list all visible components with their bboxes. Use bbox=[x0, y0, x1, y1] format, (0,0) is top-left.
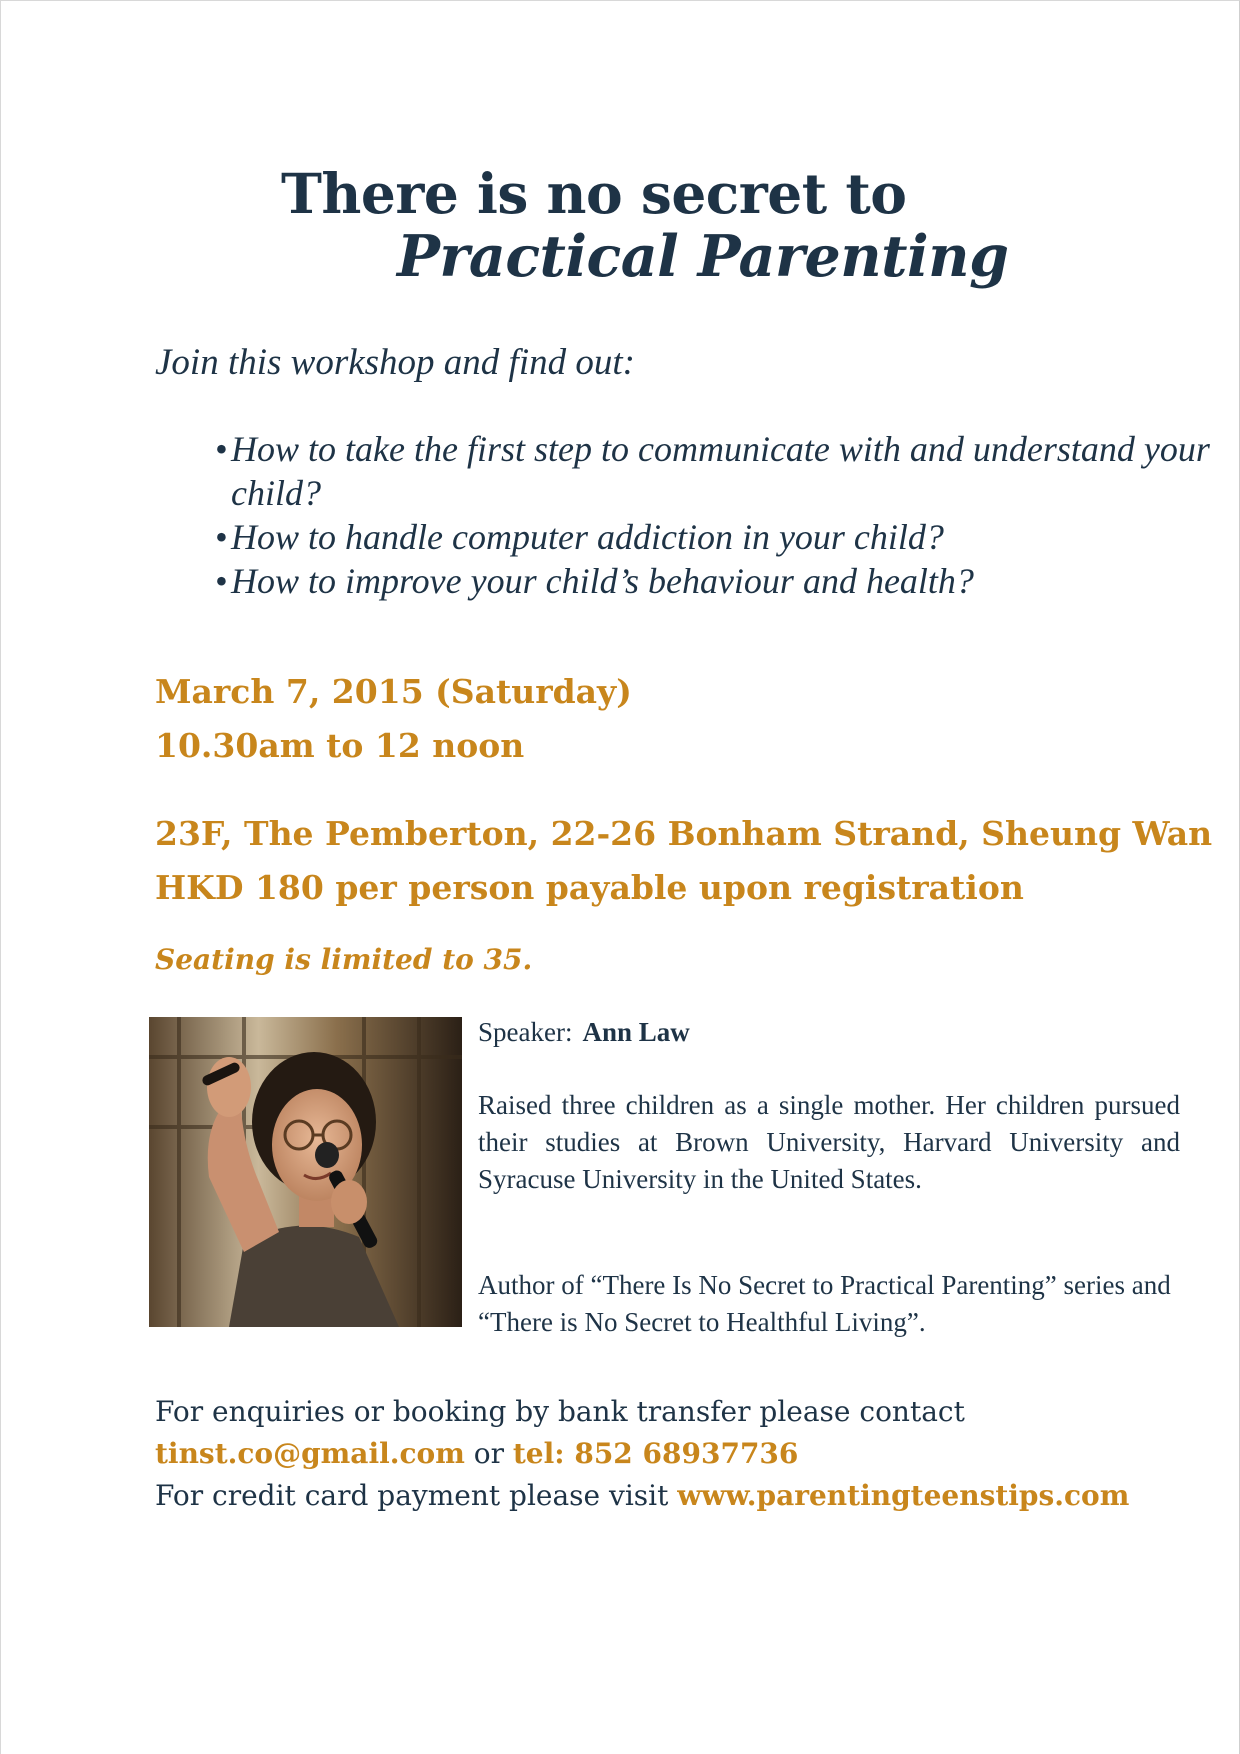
event-datetime bbox=[155, 665, 632, 773]
speaker-heading bbox=[478, 1017, 690, 1048]
seating-note: Seating is limited to 35. bbox=[155, 943, 533, 976]
speaker-author-note: Author of “There Is No Secret to Practical Parenting” series and “There is No Secret to Healthful Living”. bbox=[478, 1270, 1171, 1337]
contact-line-2 bbox=[155, 1433, 1215, 1475]
event-venue-block bbox=[155, 807, 1212, 915]
contact-or-text: or bbox=[464, 1437, 513, 1470]
title-line-1: There is no secret to bbox=[281, 161, 907, 226]
bullet-text: How to take the first step to communicate with and understand your child? bbox=[231, 429, 1210, 513]
bullet-text: How to handle computer addiction in your child? bbox=[231, 517, 944, 557]
website-link[interactable]: www.parentingteenstips.com bbox=[677, 1479, 1130, 1512]
event-price: HKD 180 per person payable upon registration bbox=[155, 868, 1024, 907]
speaker-label: Speaker: bbox=[478, 1017, 573, 1047]
speaker-name: Ann Law bbox=[582, 1017, 690, 1047]
contact-line-3 bbox=[155, 1475, 1215, 1517]
bullet-list bbox=[211, 427, 1211, 603]
bullet-text: How to improve your child’s behaviour and health? bbox=[231, 561, 974, 601]
bullet-dot-icon: • bbox=[214, 517, 228, 557]
event-venue: 23F, The Pemberton, 22-26 Bonham Strand, Sheung Wan bbox=[155, 814, 1213, 853]
contact-block bbox=[155, 1391, 1215, 1517]
bullet-dot-icon: • bbox=[214, 561, 228, 601]
contact-email-link[interactable]: tinst.co@gmail.com bbox=[155, 1437, 465, 1470]
event-date: March 7, 2015 (Saturday) bbox=[155, 672, 632, 711]
title-line-2: Practical Parenting bbox=[397, 223, 1009, 290]
contact-line-1: For enquiries or booking by bank transfer please contact bbox=[155, 1395, 965, 1428]
bullet-item bbox=[211, 559, 1211, 603]
intro-text: Join this workshop and find out: bbox=[155, 342, 635, 383]
bullet-item bbox=[211, 427, 1211, 515]
bullet-dot-icon: • bbox=[214, 429, 228, 469]
speaker-bio: Raised three children as a single mother. Her children pursued their studies at Brown University, Harvard University and Syracuse University in the United States. bbox=[478, 1090, 1180, 1194]
contact-phone-link[interactable]: tel: 852 68937736 bbox=[512, 1437, 799, 1470]
event-time: 10.30am to 12 noon bbox=[155, 726, 525, 765]
contact-payment-text: For credit card payment please visit bbox=[155, 1479, 678, 1512]
bullet-item bbox=[211, 515, 1211, 559]
speaker-photo bbox=[149, 1017, 462, 1327]
